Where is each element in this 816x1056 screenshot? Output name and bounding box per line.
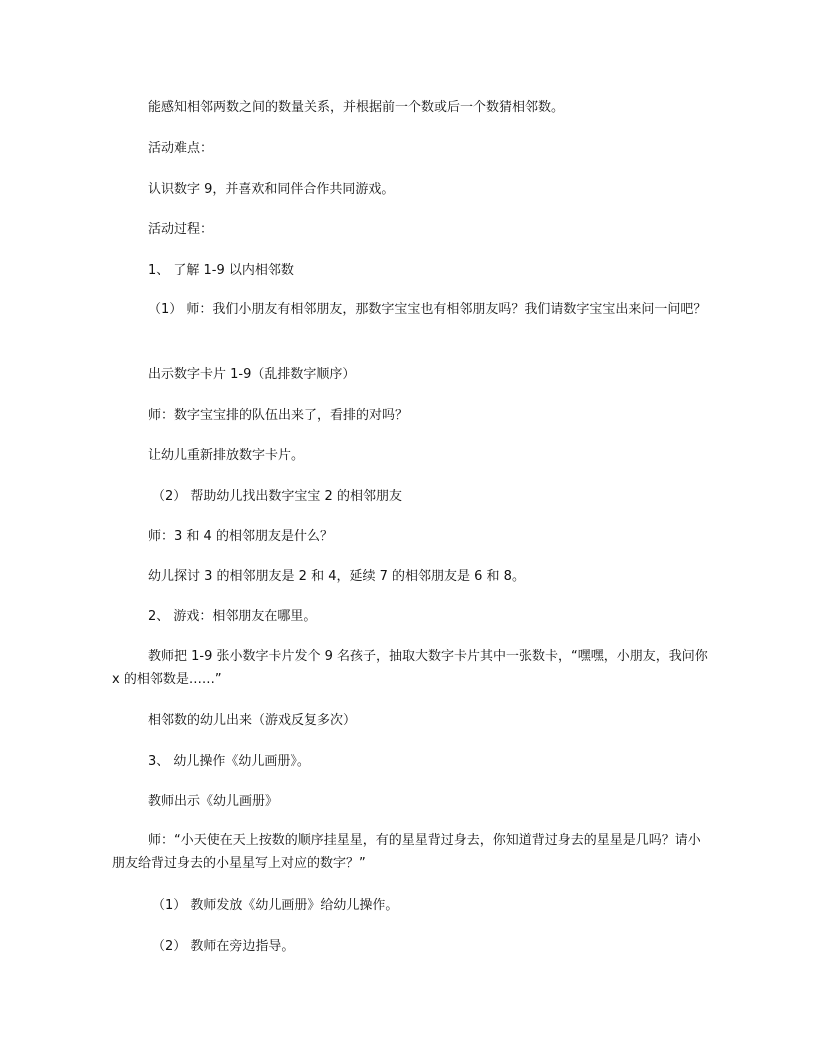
step-1-heading: 1、 了解 1-9 以内相邻数 xyxy=(148,263,294,278)
step-3-sub-2: （2） 教师在旁边指导。 xyxy=(152,939,295,954)
paragraph-show-cards: 出示数字卡片 1-9（乱排数字顺序） xyxy=(148,367,356,382)
step-2-heading: 2、 游戏：相邻朋友在哪里。 xyxy=(148,609,317,624)
step-3-heading: 3、 幼儿操作《幼儿画册》。 xyxy=(148,754,310,769)
paragraph-teacher-question: 师：数字宝宝排的队伍出来了，看排的对吗？ xyxy=(148,408,409,423)
step-1-sub-2: （2） 帮助幼儿找出数字宝宝 2 的相邻朋友 xyxy=(152,489,402,504)
paragraph-rearrange: 让幼儿重新排放数字卡片。 xyxy=(148,448,305,463)
heading-difficulty: 活动难点： xyxy=(148,141,214,156)
paragraph-show-album: 教师出示《幼儿画册》 xyxy=(148,794,279,809)
step-3-sub-1: （1） 教师发放《幼儿画册》给幼儿操作。 xyxy=(152,898,399,913)
paragraph-explore: 幼儿探讨 3 的相邻朋友是 2 和 4，延续 7 的相邻朋友是 6 和 8。 xyxy=(148,569,525,584)
paragraph-game-rules: 教师把 1-9 张小数字卡片发个 9 名孩子，抽取大数字卡片其中一张数卡，“嘿嘿，小朋友，我问你 x 的相邻数是……” xyxy=(112,649,708,687)
heading-process: 活动过程： xyxy=(148,222,214,237)
step-1-sub-1: （1） 师：我们小朋友有相邻朋友，那数字宝宝也有相邻朋友吗？我们请数字宝宝出来问一问吧？ xyxy=(148,302,707,317)
paragraph-difficulty: 认识数字 9，并喜欢和同伴合作共同游戏。 xyxy=(148,182,395,197)
paragraph-objective: 能感知相邻两数之间的数量关系，并根据前一个数或后一个数猜相邻数。 xyxy=(148,100,565,115)
paragraph-teacher-3-4: 师：3 和 4 的相邻朋友是什么？ xyxy=(148,529,333,544)
paragraph-teacher-stars: 师：“小天使在天上按数的顺序挂星星，有的星星背过身去，你知道背过身去的星星是几吗？请小朋友给背过身去的小星星写上对应的数字？” xyxy=(112,833,701,871)
paragraph-game-repeat: 相邻数的幼儿出来（游戏反复多次） xyxy=(148,713,357,728)
